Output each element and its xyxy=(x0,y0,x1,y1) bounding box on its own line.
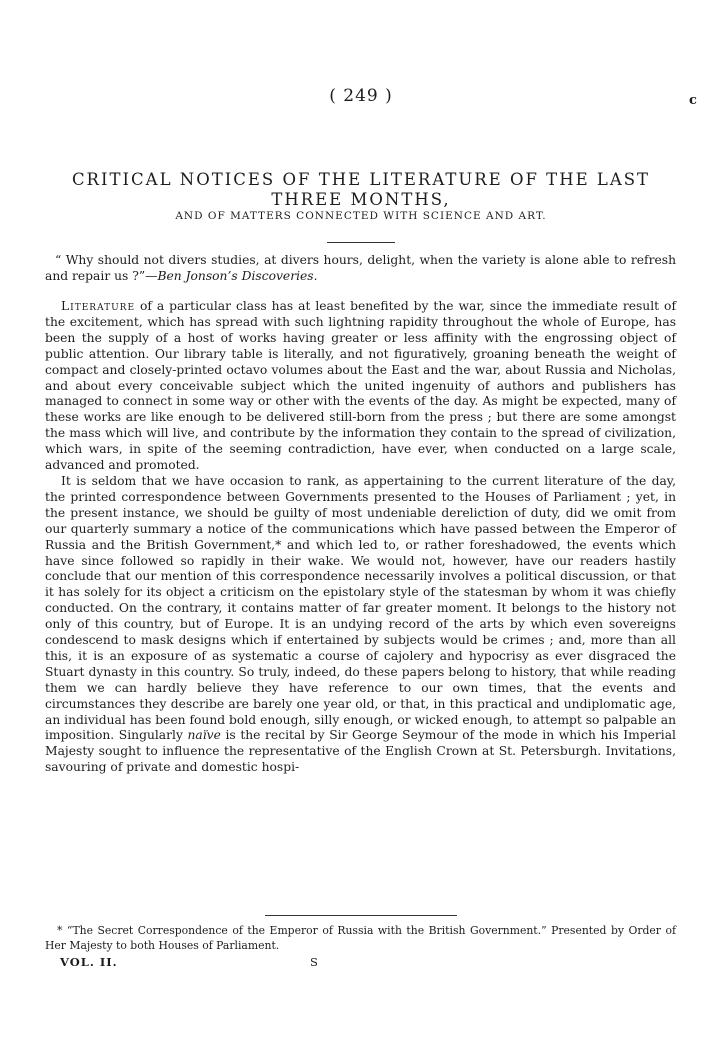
corner-mark: c xyxy=(689,93,697,108)
footnote: * “The Secret Correspondence of the Emperor of Russia with the British Government.” Presented by Order of Her Majesty to both Houses of Parliament. xyxy=(45,924,676,952)
epigraph xyxy=(45,252,676,284)
paragraph-2-italic: naïve xyxy=(187,728,221,743)
paragraph-2-text-b: is the recital by Sir George Seymour of the mode in which his Imperial Majesty sought to influence the representative of the English Crown at St. Petersburgh. Invitations, savouring of private and domestic hospi- xyxy=(45,728,676,775)
title-line-1: CRITICAL NOTICES OF THE LITERATURE OF THE LAST xyxy=(71,170,651,189)
paragraph-1-text: of a particular class has at least benefited by the war, since the immediate result of the excitement, which has spread with such lightning rapidity throughout the whole of Europe, has been the supply of a host of works having greater or less affinity with the engrossing object of public attention. Our library table is literally, and not figuratively, groaning beneath the weight of compact and closely-printed octavo volumes about the East and the war, about Russia and Nicholas, and about every conceivable subject which the united ingenuity of authors and publishers has managed to connect in some way or other with the events of the day. As might be expected, many of these works are like enough to be delivered still-born from the press ; but there are some amongst the mass which will live, and contribute by the information they contain to the spread of civilization, which wars, in spite of the seeming contradiction, have ever, when conducted on a large scale, advanced and promoted. xyxy=(45,299,676,473)
volume-label: VOL. II. xyxy=(60,955,118,969)
page-subtitle: AND OF MATTERS CONNECTED WITH SCIENCE AND ART. xyxy=(175,210,547,222)
epigraph-source: Ben Jonson’s Discoveries. xyxy=(157,269,318,283)
footnote-divider xyxy=(265,915,457,916)
paragraph-2-text-a: It is seldom that we have occasion to rank, as appertaining to the current literature of the day, the printed correspondence between Governments presented to the Houses of Parliament ; yet, in the present instance, we should be guilty of most undeniable dereliction of duty, did we omit from our quarterly summary a notice of the communications which have passed between the Emperor of Russia and the British Government,* and which led to, or rather foreshadowed, the events which have since followed so rapidly in their wake. We would not, however, have our readers hastily conclude that our mention of this correspondence necessarily involves a political discussion, or that it has solely for its object a criticism on the epistolary style of the statesman by whom it was chiefly conducted. On the contrary, it contains matter of far greater moment. It belongs to the history not only of this country, but of Europe. It is an undying record of the arts by which even sovereigns condescend to mask designs which if entertained by subjects would be crimes ; and, more than all this, it is an exposure of as systematic a course of cajolery and hypocrisy as ever disgraced the Stuart dynasty in this country. So truly, indeed, do these papers belong to history, that while reading them we can hardly believe they have reference to our own times, that the events and circumstances they describe are barely one year old, or that, in this practical and undiplomatic age, an individual has been found bold enough, silly enough, or wicked enough, to attempt so palpable an imposition. Singularly xyxy=(45,473,676,743)
epigraph-quote: “ Why should not divers studies, at divers hours, delight, when the variety is alone able to refresh and repair us ?”— xyxy=(45,253,676,283)
page-title xyxy=(40,170,682,210)
signature-mark: S xyxy=(310,955,318,969)
article-body xyxy=(45,299,676,776)
title-line-2: THREE MONTHS, xyxy=(271,190,451,209)
paragraph-1 xyxy=(45,299,676,474)
paragraph-2 xyxy=(45,474,676,776)
title-divider xyxy=(327,242,395,243)
paragraph-lead-word: Literature xyxy=(61,299,136,313)
page-footer xyxy=(60,955,360,969)
page-number: ( 249 ) xyxy=(329,86,393,106)
